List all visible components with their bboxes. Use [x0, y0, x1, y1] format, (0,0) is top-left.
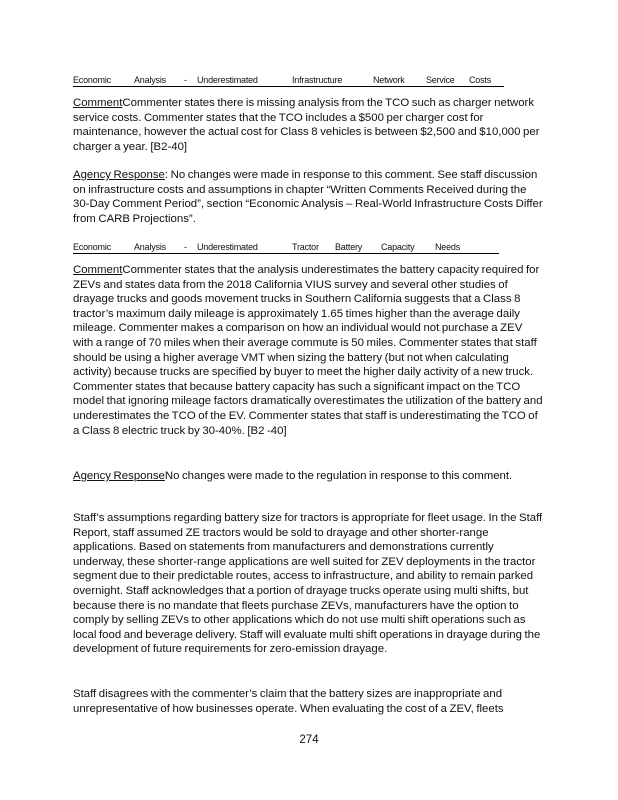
heading-word: Battery	[335, 242, 363, 252]
comment-text: Commenter states that the analysis underestimates the battery capacity required for ZEVs and states data from the 2018 California VIUS survey and several other studies of drayage trucks and goods movement trucks in Southern California suggests that a Class 8 tractor’s maximum daily mileage is approximately 1.65 times higher than the average daily mileage. Commenter makes a comparison on how an individual would not purchase a ZEV with a range of 70 miles when their average commute is 50 miles. Commenter states that staff should be using a higher average VMT when sizing the battery (but not when calculating activity) because trucks are specified by buyer to meet the higher daily activity of a new truck. Commenter states that because battery capacity has such a significant impact on the TCO model that ignoring mileage factors dramatically overestimates the utilization of the battery and underestimates the TCO of the EV. Commenter states that staff is underestimating the TCO of a Class 8 electric truck by 30-40%. [B2 -40]	[73, 264, 543, 437]
comment-label: Comment	[73, 264, 123, 276]
staff-disagrees-paragraph: Staff disagrees with the commenter’s claim that the battery sizes are inappropriate and unrepresentative of how businesses operate. When evaluating the cost of a ZEV, fleets	[73, 688, 504, 715]
agency-response-paragraph	[73, 168, 543, 226]
agency-response-text: : No changes were made in response to this comment. See staff discussion on infrastructure costs and assumptions in chapter “Written Comments Received during the 30-Day Comment Period”, section “Economic Analysis – Real-World Infrastructure Costs Differ from CARB Projections”.	[73, 169, 543, 225]
heading-word: Economic	[73, 75, 111, 85]
agency-response-label: Agency Response	[73, 169, 165, 181]
page-number: 274	[299, 734, 319, 746]
comment-label: Comment	[73, 97, 123, 109]
section-heading-battery	[73, 241, 499, 254]
agency-response-paragraph	[73, 469, 543, 484]
agency-response-text: No changes were made to the regulation in response to this comment.	[164, 470, 513, 482]
heading-word: Network	[373, 75, 405, 85]
comment-paragraph	[73, 96, 543, 154]
heading-word: -	[184, 242, 187, 252]
heading-word: Underestimated	[197, 75, 258, 85]
comment-text: Commenter states there is missing analysis from the TCO such as charger network service costs. Commenter states that the TCO includes a $500 per charger cost for maintenance, however the actual cost for Class 8 vehicles is between $2,500 and $10,000 per charger a year. [B2-40]	[73, 97, 540, 153]
heading-word: Analysis	[134, 75, 166, 85]
heading-word: Infrastructure	[292, 75, 343, 85]
heading-word: Underestimated	[197, 242, 258, 252]
heading-word: Costs	[469, 75, 492, 85]
heading-word: Analysis	[134, 242, 166, 252]
heading-word: Economic	[73, 242, 111, 252]
staff-assumptions-paragraph: Staff’s assumptions regarding battery size for tractors is appropriate for fleet usage. In the Staff Report, staff assumed ZE tractors would be sold to drayage and other shorter-range applications. Based on statements from manufacturers and demonstrations currently underway, these shorter-range applications are well suited for ZEV deployments in the tractor segment due to their predictable routes, access to infrastructure, and ability to remain parked overnight. Staff acknowledges that a portion of drayage trucks operate using multi shifts, but because there is no mandate that fleets purchase ZEVs, manufacturers have the option to comply by selling ZEVs to other applications which do not use multi shift operations such as local food and beverage delivery. Staff will evaluate multi shift operations in drayage during the development of future requirements for zero-emission drayage.	[73, 512, 543, 656]
heading-word: Capacity	[381, 242, 415, 252]
heading-word: Service	[426, 75, 455, 85]
agency-response-label: Agency Response	[73, 470, 165, 482]
heading-word: Needs	[435, 242, 461, 252]
heading-word: -	[184, 75, 187, 85]
comment-paragraph	[73, 263, 543, 438]
section-heading-infrastructure	[73, 74, 504, 87]
heading-word: Tractor	[292, 242, 319, 252]
